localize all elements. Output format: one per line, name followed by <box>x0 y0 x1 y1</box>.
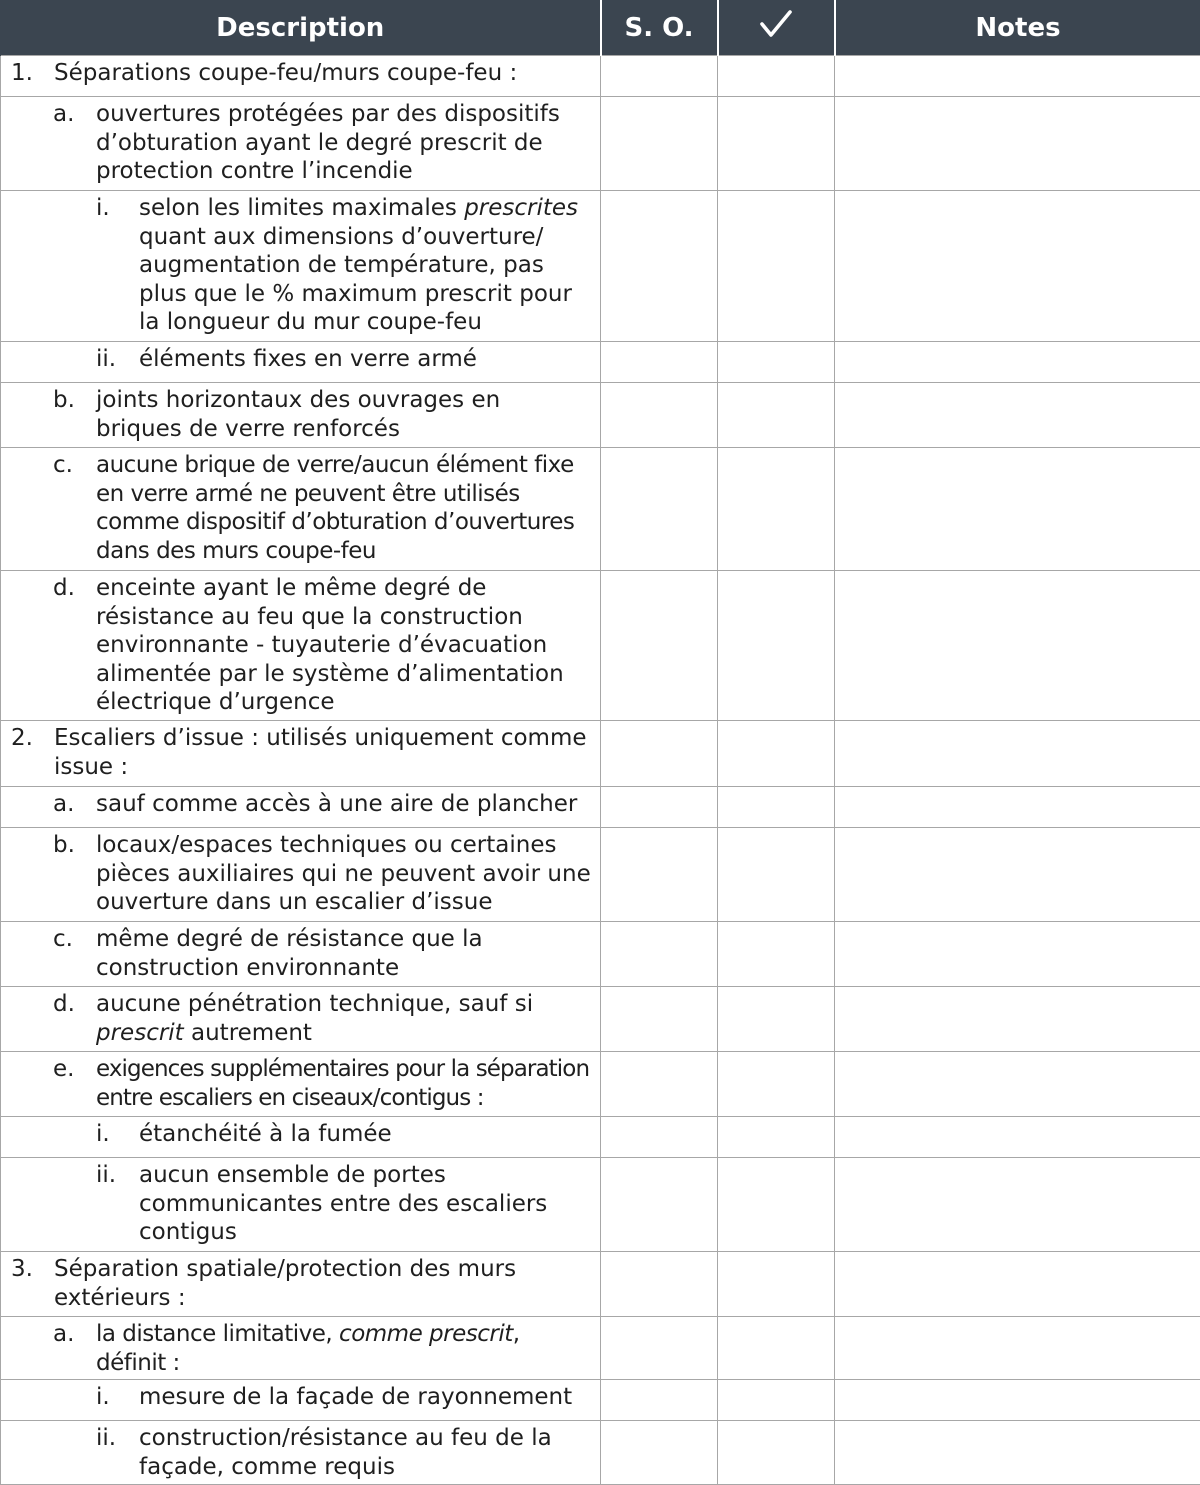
notes-cell[interactable] <box>835 97 1200 191</box>
notes-cell[interactable] <box>835 571 1200 721</box>
item-text: exigences supplémentaires pour la séparation entre escaliers en ciseaux/contigus : <box>96 1055 592 1112</box>
description-cell <box>1 342 601 383</box>
check-cell[interactable] <box>718 987 835 1052</box>
item-marker: b. <box>53 831 96 917</box>
table-header <box>1 0 1200 56</box>
table-row <box>1 1252 1200 1317</box>
item-text: étanchéité à la fumée <box>139 1120 592 1149</box>
notes-cell[interactable] <box>835 383 1200 448</box>
item-text: locaux/espaces techniques ou certaines pièces auxiliaires qui ne peuvent avoir une ouverture dans un escalier d’issue <box>96 831 592 917</box>
item-text: joints horizontaux des ouvrages en briques de verre renforcés <box>96 386 592 443</box>
notes-cell[interactable] <box>835 1117 1200 1158</box>
header-check <box>718 0 835 56</box>
table-row <box>1 191 1200 342</box>
so-cell[interactable] <box>601 383 718 448</box>
notes-cell[interactable] <box>835 1317 1200 1380</box>
description-cell <box>1 1380 601 1421</box>
item-marker: 3. <box>11 1255 54 1312</box>
item-marker: c. <box>53 925 96 982</box>
description-cell <box>1 56 601 97</box>
check-cell[interactable] <box>718 1317 835 1380</box>
notes-cell[interactable] <box>835 191 1200 342</box>
table-row <box>1 922 1200 987</box>
check-cell[interactable] <box>718 1117 835 1158</box>
table-row <box>1 571 1200 721</box>
item-text: ouvertures protégées par des dispositifs d’obturation ayant le degré prescrit de protection contre l’incendie <box>96 100 592 186</box>
table-row <box>1 448 1200 571</box>
item-text: construction/résistance au feu de la façade, comme requis <box>139 1424 592 1481</box>
check-cell[interactable] <box>718 1421 835 1485</box>
notes-cell[interactable] <box>835 1380 1200 1421</box>
description-cell <box>1 97 601 191</box>
notes-cell[interactable] <box>835 342 1200 383</box>
so-cell[interactable] <box>601 1158 718 1252</box>
check-cell[interactable] <box>718 1380 835 1421</box>
item-text: même degré de résistance que la construction environnante <box>96 925 592 982</box>
item-marker: 1. <box>11 59 54 88</box>
notes-cell[interactable] <box>835 787 1200 828</box>
description-cell <box>1 571 601 721</box>
check-cell[interactable] <box>718 383 835 448</box>
item-marker: i. <box>96 194 139 337</box>
item-marker: e. <box>53 1055 96 1112</box>
table-row <box>1 987 1200 1052</box>
item-text: la distance limitative, comme prescrit, définit : <box>96 1320 592 1377</box>
item-marker: b. <box>53 386 96 443</box>
check-cell[interactable] <box>718 922 835 987</box>
item-text: Séparation spatiale/protection des murs extérieurs : <box>54 1255 592 1312</box>
item-marker: 2. <box>11 724 54 781</box>
item-marker: i. <box>96 1383 139 1412</box>
so-cell[interactable] <box>601 97 718 191</box>
description-cell <box>1 1421 601 1485</box>
table-row <box>1 1158 1200 1252</box>
so-cell[interactable] <box>601 1380 718 1421</box>
description-cell <box>1 1117 601 1158</box>
description-cell <box>1 1252 601 1317</box>
so-cell[interactable] <box>601 1117 718 1158</box>
item-marker: a. <box>53 100 96 186</box>
italic-term: comme prescrit <box>339 1321 513 1347</box>
check-cell[interactable] <box>718 787 835 828</box>
table-row <box>1 1052 1200 1117</box>
so-cell[interactable] <box>601 571 718 721</box>
description-cell <box>1 191 601 342</box>
checkmark-icon <box>758 7 794 41</box>
check-cell[interactable] <box>718 1158 835 1252</box>
item-marker: d. <box>53 990 96 1047</box>
so-cell[interactable] <box>601 1252 718 1317</box>
so-cell[interactable] <box>601 1317 718 1380</box>
table-row <box>1 828 1200 922</box>
item-marker: ii. <box>96 1424 139 1481</box>
notes-cell[interactable] <box>835 56 1200 97</box>
so-cell[interactable] <box>601 987 718 1052</box>
notes-cell[interactable] <box>835 922 1200 987</box>
check-cell[interactable] <box>718 448 835 571</box>
so-cell[interactable] <box>601 56 718 97</box>
so-cell[interactable] <box>601 721 718 787</box>
so-cell[interactable] <box>601 787 718 828</box>
notes-cell[interactable] <box>835 1052 1200 1117</box>
description-cell <box>1 1158 601 1252</box>
header-so: S. O. <box>601 0 718 56</box>
item-text: éléments fixes en verre armé <box>139 345 592 374</box>
so-cell[interactable] <box>601 448 718 571</box>
notes-cell[interactable] <box>835 987 1200 1052</box>
notes-cell[interactable] <box>835 448 1200 571</box>
check-cell[interactable] <box>718 828 835 922</box>
description-cell <box>1 721 601 787</box>
item-text: aucun ensemble de portes communicantes entre des escaliers contigus <box>139 1161 592 1247</box>
item-marker: c. <box>53 451 96 565</box>
description-cell <box>1 383 601 448</box>
item-marker: ii. <box>96 345 139 374</box>
table-row <box>1 1380 1200 1421</box>
table-row <box>1 1317 1200 1380</box>
item-text: Escaliers d’issue : utilisés uniquement comme issue : <box>54 724 592 781</box>
italic-term: prescrit <box>96 1020 184 1046</box>
description-cell <box>1 828 601 922</box>
check-cell[interactable] <box>718 721 835 787</box>
item-text: selon les limites maximales prescrites quant aux dimensions d’ouverture/ augmentation de température, pas plus que le % maximum prescrit pour la longueur du mur coupe-feu <box>139 194 592 337</box>
description-cell <box>1 922 601 987</box>
header-description: Description <box>1 0 601 56</box>
check-cell[interactable] <box>718 571 835 721</box>
notes-cell[interactable] <box>835 1158 1200 1252</box>
table-row <box>1 56 1200 97</box>
check-cell[interactable] <box>718 1052 835 1117</box>
item-text: Séparations coupe-feu/murs coupe-feu : <box>54 59 592 88</box>
check-cell[interactable] <box>718 1252 835 1317</box>
item-text: sauf comme accès à une aire de plancher <box>96 790 592 819</box>
item-marker: i. <box>96 1120 139 1149</box>
description-cell <box>1 787 601 828</box>
notes-cell[interactable] <box>835 1252 1200 1317</box>
description-cell <box>1 448 601 571</box>
description-cell <box>1 987 601 1052</box>
item-marker: a. <box>53 1320 96 1377</box>
check-cell[interactable] <box>718 191 835 342</box>
so-cell[interactable] <box>601 1052 718 1117</box>
table-row <box>1 1421 1200 1485</box>
table-row <box>1 97 1200 191</box>
check-cell[interactable] <box>718 342 835 383</box>
check-cell[interactable] <box>718 56 835 97</box>
notes-cell[interactable] <box>835 721 1200 787</box>
item-marker: d. <box>53 574 96 717</box>
notes-cell[interactable] <box>835 828 1200 922</box>
item-marker: ii. <box>96 1161 139 1247</box>
table-row <box>1 1117 1200 1158</box>
header-notes: Notes <box>835 0 1200 56</box>
table-row <box>1 342 1200 383</box>
item-text: aucune pénétration technique, sauf si prescrit autrement <box>96 990 592 1047</box>
so-cell[interactable] <box>601 342 718 383</box>
table-row <box>1 383 1200 448</box>
so-cell[interactable] <box>601 828 718 922</box>
check-cell[interactable] <box>718 97 835 191</box>
so-cell[interactable] <box>601 1421 718 1485</box>
so-cell[interactable] <box>601 922 718 987</box>
table-row <box>1 787 1200 828</box>
description-cell <box>1 1052 601 1117</box>
item-marker: a. <box>53 790 96 819</box>
description-cell <box>1 1317 601 1380</box>
so-cell[interactable] <box>601 191 718 342</box>
item-text: aucune brique de verre/aucun élément fixe en verre armé ne peuvent être utilisés comme dispositif d’obturation d’ouvertures dans des murs coupe-feu <box>96 451 592 565</box>
table-row <box>1 721 1200 787</box>
italic-term: prescrites <box>464 195 578 221</box>
notes-cell[interactable] <box>835 1421 1200 1485</box>
item-text: mesure de la façade de rayonnement <box>139 1383 592 1412</box>
item-text: enceinte ayant le même degré de résistance au feu que la construction environnante - tuyauterie d’évacuation alimentée par le système d’alimentation électrique d’urgence <box>96 574 592 717</box>
